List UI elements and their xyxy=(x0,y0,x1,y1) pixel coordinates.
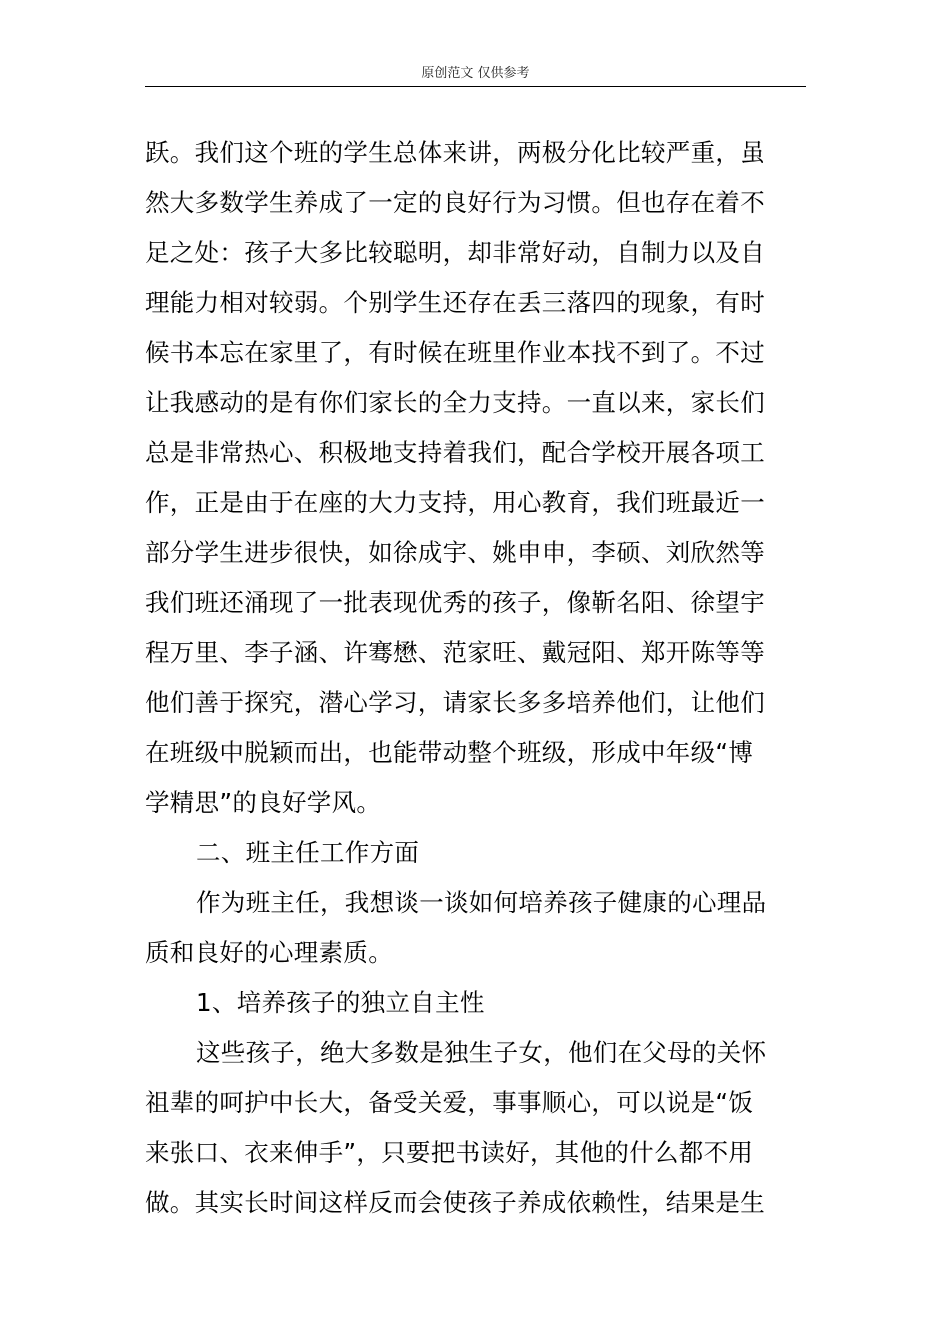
text-line: 跃。我们这个班的学生总体来讲，两极分化比较严重，虽 xyxy=(145,138,765,167)
text-line: 质和良好的心理素质。 xyxy=(145,938,393,967)
paragraph-start: 这些孩子，绝大多数是独生子女，他们在父母的关怀 xyxy=(196,1038,767,1067)
section-heading: 二、班主任工作方面 xyxy=(196,838,420,867)
text-line: 祖辈的呵护中长大，备受关爱，事事顺心，可以说是“饭 xyxy=(145,1088,754,1117)
text-line: 程万里、李子涵、许骞懋、范家旺、戴冠阳、郑开陈等等 xyxy=(145,638,765,667)
text-line: 然大多数学生养成了一定的良好行为习惯。但也存在着不 xyxy=(145,188,765,217)
document-body xyxy=(145,128,806,1228)
text-line: 学精思”的良好学风。 xyxy=(145,788,382,817)
text-line: 来张口、衣来伸手”，只要把书读好，其他的什么都不用 xyxy=(145,1138,754,1167)
text-line: 理能力相对较弱。个别学生还存在丢三落四的现象，有时 xyxy=(145,288,765,317)
text-line: 部分学生进步很快，如徐成宇、姚申申，李硕、刘欣然等 xyxy=(145,538,765,567)
paragraph-start: 作为班主任，我想谈一谈如何培养孩子健康的心理品 xyxy=(196,888,767,917)
header-title: 原创范文 仅供参考 xyxy=(421,66,530,81)
text-line: 足之处：孩子大多比较聪明，却非常好动，自制力以及自 xyxy=(145,238,765,267)
text-line: 我们班还涌现了一批表现优秀的孩子，像靳名阳、徐望宇 xyxy=(145,588,765,617)
text-line: 候书本忘在家里了，有时候在班里作业本找不到了。不过 xyxy=(145,338,765,367)
text-line: 他们善于探究，潜心学习，请家长多多培养他们，让他们 xyxy=(145,688,765,717)
subsection-heading: 1、培养孩子的独立自主性 xyxy=(196,988,485,1017)
text-line: 在班级中脱颖而出，也能带动整个班级，形成中年级“博 xyxy=(145,738,754,767)
text-line: 让我感动的是有你们家长的全力支持。一直以来，家长们 xyxy=(145,388,765,417)
text-line: 作，正是由于在座的大力支持，用心教育，我们班最近一 xyxy=(145,488,765,517)
page-header xyxy=(145,64,806,87)
text-line: 做。其实长时间这样反而会使孩子养成依赖性，结果是生 xyxy=(145,1188,765,1217)
text-line: 总是非常热心、积极地支持着我们，配合学校开展各项工 xyxy=(145,438,765,467)
